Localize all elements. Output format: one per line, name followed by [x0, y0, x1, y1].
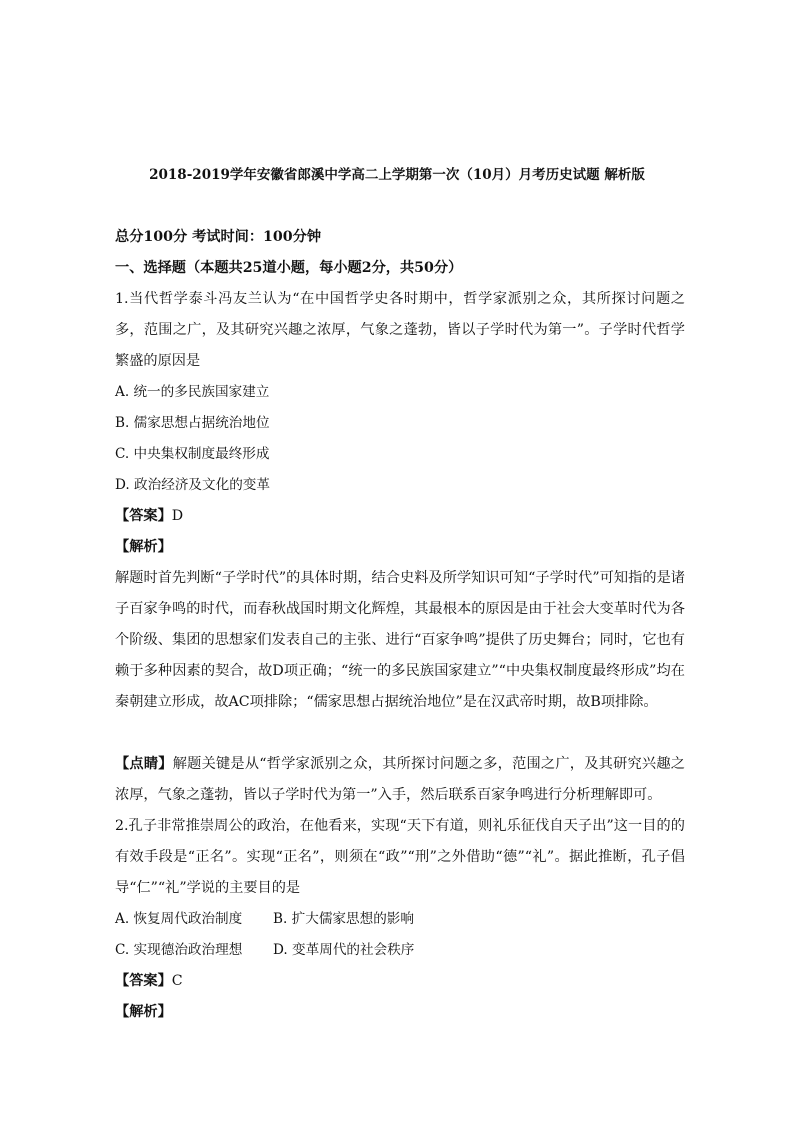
question-1-option-b: B. 儒家思想占据统治地位 [115, 415, 270, 431]
question-2-answer [115, 966, 685, 997]
exam-meta-line: 总分100分 考试时间：100分钟 [115, 229, 322, 245]
question-1-stem: 1.当代哲学泰斗冯友兰认为“在中国哲学史各时期中，哲学家派别之众，其所探讨问题之多，范围之广，及其研究兴趣之浓厚，气象之蓬勃，皆以子学时代为第一”。子学时代哲学繁盛的原因是 [115, 291, 685, 369]
question-2-option-d: D. 变革周代的社会秩序 [273, 942, 415, 958]
question-2-option-b: B. 扩大儒家思想的影响 [273, 911, 414, 927]
question-2-analysis-label: 【解析】 [115, 1004, 172, 1020]
question-2-options-row-1 [115, 904, 685, 935]
question-1-option-a: A. 统一的多民族国家建立 [115, 384, 270, 400]
document-title: 2018-2019学年安徽省郎溪中学高二上学期第一次（10月）月考历史试题 解析版 [149, 167, 645, 183]
question-1-answer [115, 501, 685, 532]
question-1-option-c: C. 中央集权制度最终形成 [115, 446, 270, 462]
tip-label: 【点睛】 [115, 756, 173, 772]
section-heading: 一、选择题（本题共25道小题，每小题2分，共50分） [115, 260, 463, 276]
question-1-option-d: D. 政治经济及文化的变革 [115, 477, 270, 493]
question-2-option-c: C. 实现德治政治理想 [115, 942, 243, 958]
answer-label: 【答案】 [115, 973, 172, 989]
tip-text: 解题关键是从“哲学家派别之众，其所探讨问题之多，范围之广，及其研究兴趣之浓厚，气象之蓬勃，皆以子学时代为第一”入手，然后联系百家争鸣进行分析理解即可。 [115, 756, 685, 803]
answer-value: C [171, 973, 183, 989]
question-1-analysis-text: 解题时首先判断“子学时代”的具体时期，结合史料及所学知识可知“子学时代”可知指的是诸子百家争鸣的时代，而春秋战国时期文化辉煌，其最根本的原因是由于社会大变革时代为各个阶级、集团的思想家们发表自己的主张、进行“百家争鸣”提供了历史舞台；同时，它也有赖于多种因素的契合，故D项正确；“统一的多民族国家建立”“中央集权制度最终形成”均在秦朝建立形成，故AC项排除；“儒家思想占据统治地位”是在汉武帝时期，故B项排除。 [115, 570, 685, 710]
answer-value: D [171, 508, 184, 524]
question-2-stem: 2.孔子非常推崇周公的政治，在他看来，实现“天下有道，则礼乐征伐自天子出”这一目的的有效手段是“正名”。实现“正名”，则须在“政”“刑”之外借助“德”“礼”。据此推断，孔子倡导“仁”“礼”学说的主要目的是 [115, 818, 685, 896]
question-1-tip [115, 749, 685, 811]
answer-label: 【答案】 [115, 508, 172, 524]
question-1-analysis-label: 【解析】 [115, 539, 172, 555]
question-2-options-row-2 [115, 935, 685, 966]
question-2-option-a: A. 恢复周代政治制度 [115, 911, 243, 927]
